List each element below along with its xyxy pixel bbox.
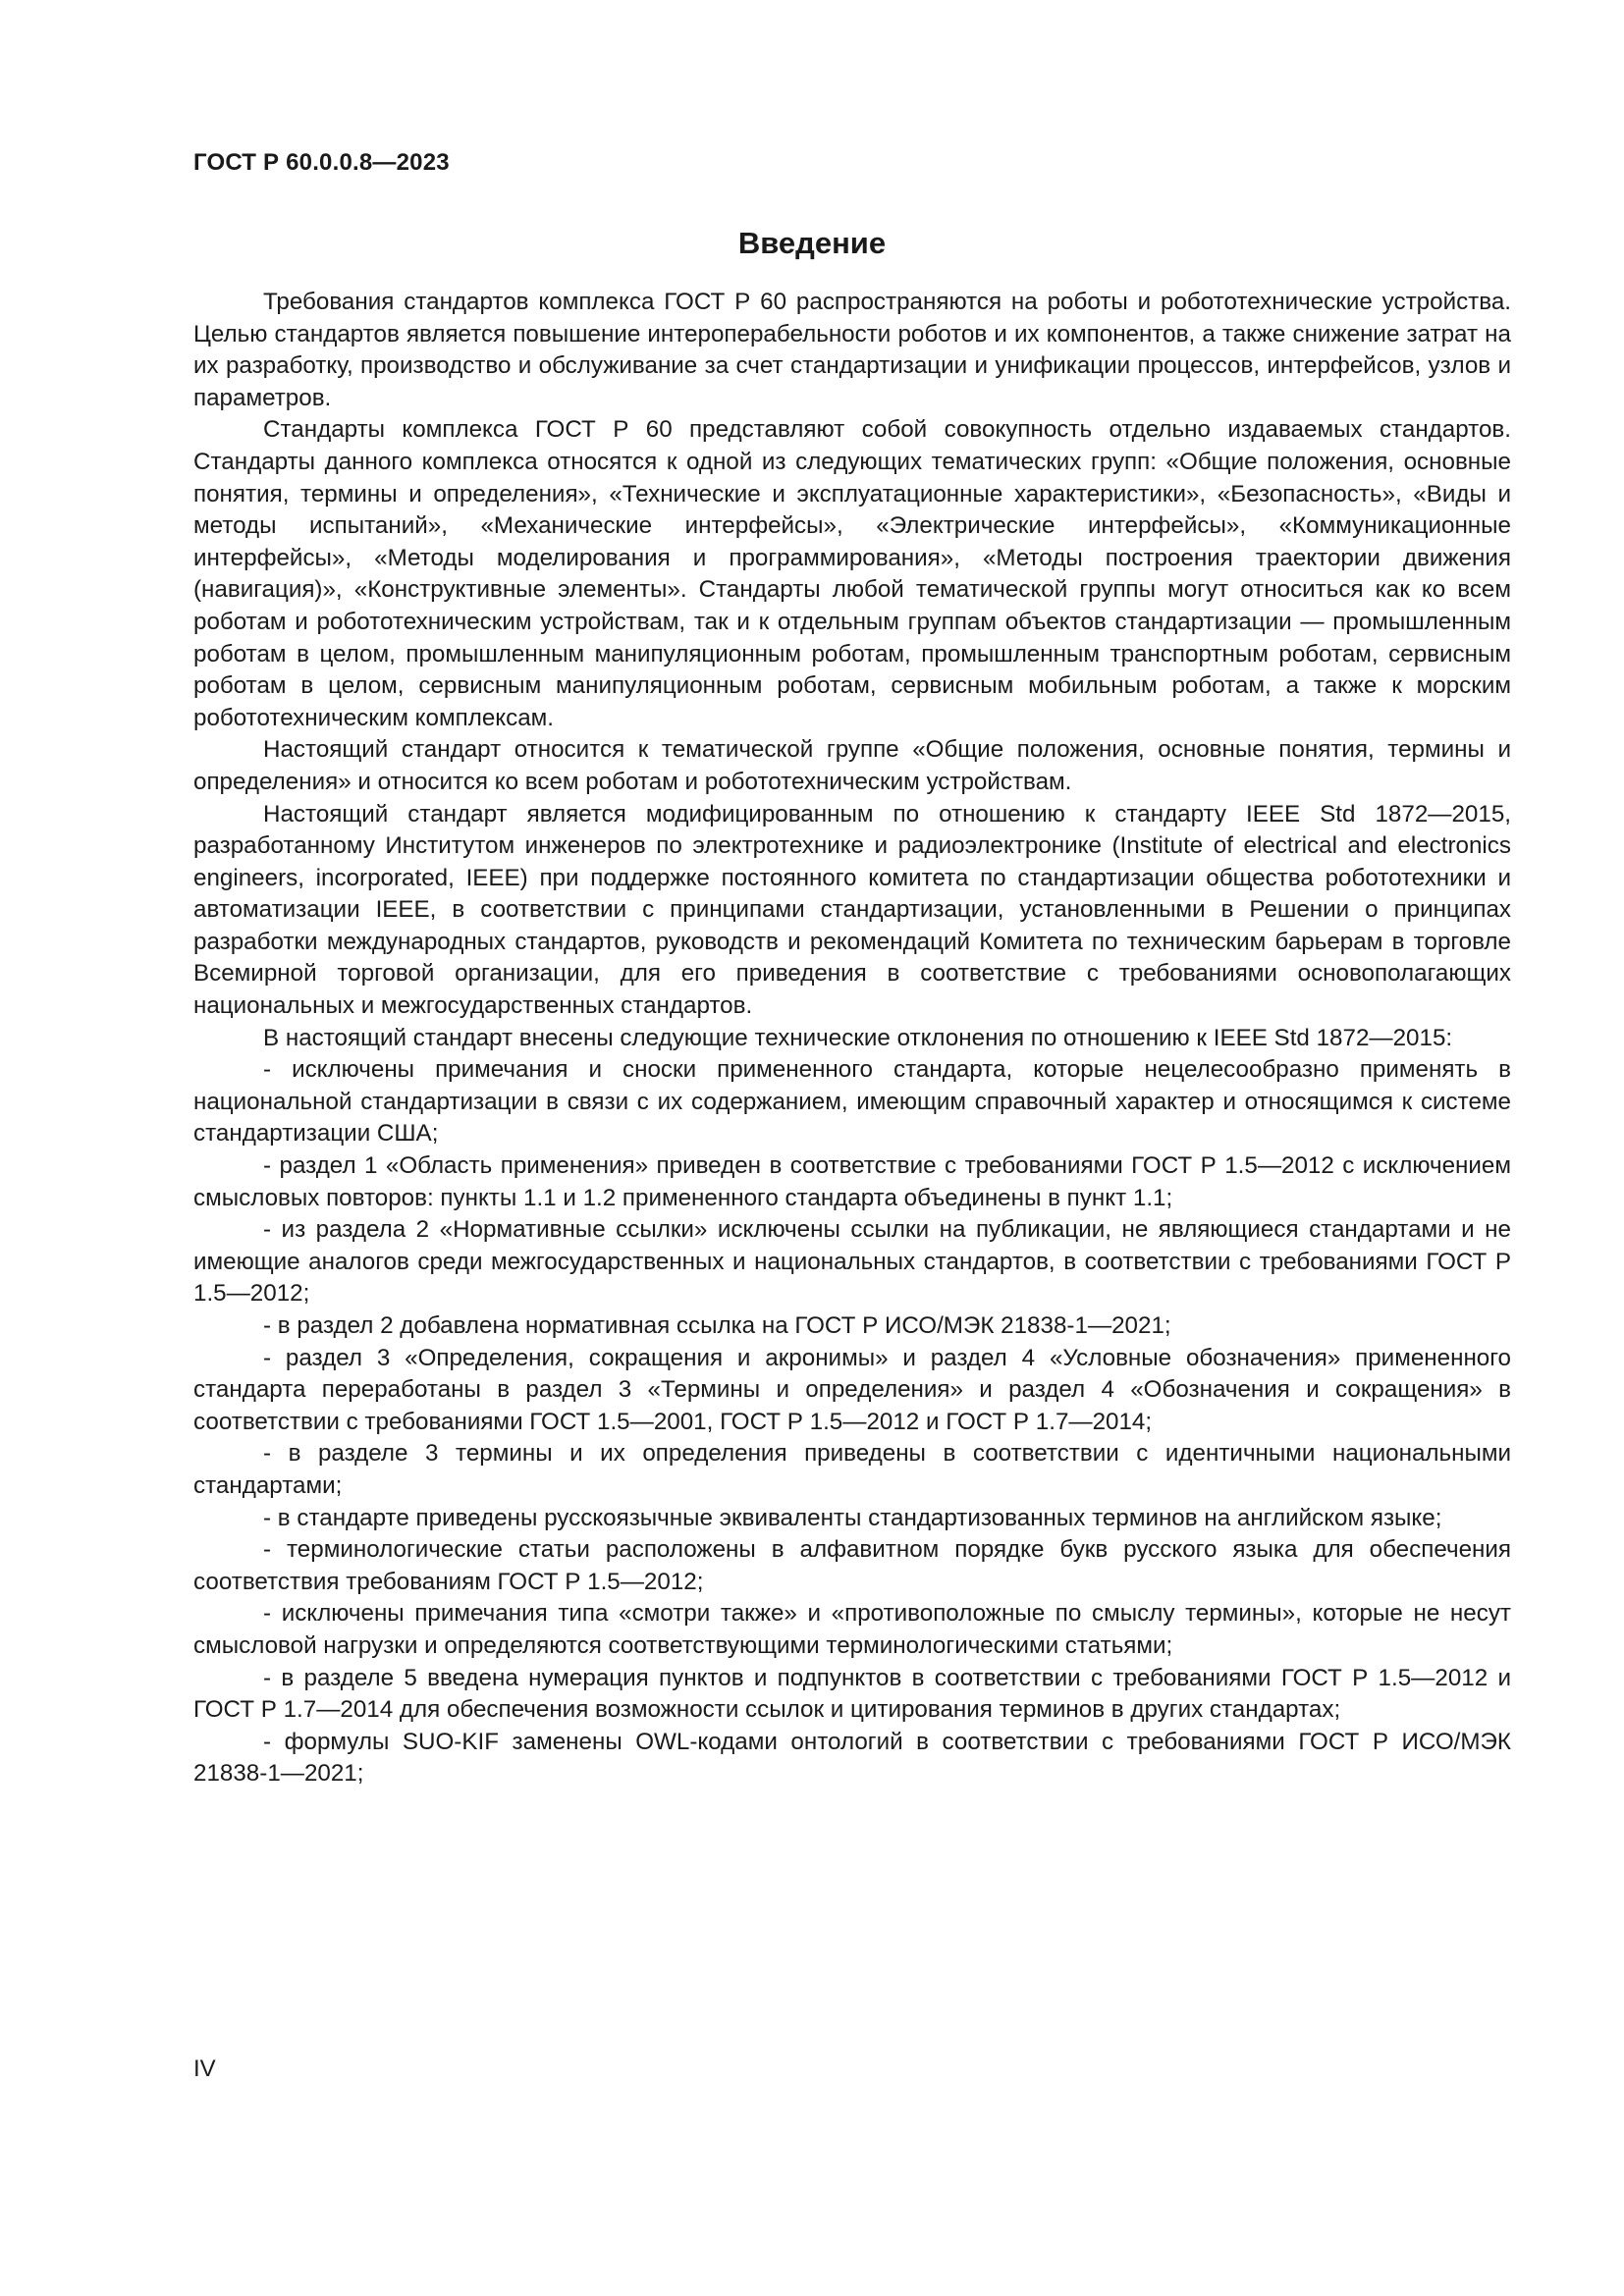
list-item: - в разделе 5 введена нумерация пунктов и подпунктов в соответствии с требованиями ГОСТ Р 1.5—2012 и ГОСТ Р 1.7—2014 для обеспечения возможности ссылок и цитирования терминов в других стандартах; bbox=[193, 1664, 1511, 1724]
section-title: Введение bbox=[737, 226, 887, 260]
paragraph-modification: Настоящий стандарт является модифицированным по отношению к стандарту IEEE Std 1872—2015, разработанному Институтом инженеров по электротехнике и радиоэлектронике (Institute of electrical and electronics engineers, incorporated, IEEE) при поддержке постоянного комитета по стандартизации общества робототехники и автоматизации IEEE, в соответствии с принципами стандартизации, установленными в Решении о принципах разработки международных стандартов, руководств и рекомендаций Комитета по техническим барьерам в торговле Всемирной торговой организации, для его приведения в соответствие с требованиями основополагающих национальных и межгосударственных стандартов. bbox=[193, 800, 1511, 1020]
document-code-header: ГОСТ Р 60.0.0.8—2023 bbox=[193, 149, 450, 176]
body-text bbox=[193, 287, 1511, 1790]
list-item: - исключены примечания и сноски примененного стандарта, которые нецелесообразно применять в национальной стандартизации в связи с их содержанием, имеющим справочный характер и относящимся к системе стандартизации США; bbox=[193, 1056, 1511, 1148]
paragraph-thematic-groups: Стандарты комплекса ГОСТ Р 60 представляют собой совокупность отдельно издаваемых стандартов. Стандарты данного комплекса относятся к одной из следующих тематических групп: «Общие положения, основные понятия, термины и определения», «Технические и эксплуатационные характеристики», «Безопасность», «Виды и методы испытаний», «Механические интерфейсы», «Электрические интерфейсы», «Коммуникационные интерфейсы», «Методы моделирования и программирования», «Методы построения траектории движения (навигация)», «Конструктивные элементы». Стандарты любой тематической группы могут относиться как ко всем роботам и робототехническим устройствам, так и к отдельным группам объектов стандартизации — промышленным роботам в целом, промышленным манипуляционным роботам, промышленным транспортным роботам, сервисным роботам в целом, сервисным манипуляционным роботам, сервисным мобильным роботам, а также к морским робототехническим комплексам. bbox=[193, 416, 1511, 731]
list-item: - в стандарте приведены русскоязычные эквиваленты стандартизованных терминов на английском языке; bbox=[263, 1504, 1442, 1531]
list-item: - раздел 1 «Область применения» приведен в соответствие с требованиями ГОСТ Р 1.5—2012 с исключением смысловых повторов: пункты 1.1 и 1.2 примененного стандарта объединены в пункт 1.1; bbox=[193, 1152, 1511, 1211]
list-item: - исключены примечания типа «смотри также» и «противоположные по смыслу термины», которые не несут смысловой нагрузки и определяются соответствующими терминологическими статьями; bbox=[193, 1600, 1511, 1659]
list-item: - из раздела 2 «Нормативные ссылки» исключены ссылки на публикации, не являющиеся стандартами и не имеющие аналогов среди межгосударственных и национальных стандартов, в соответствии с требованиями ГОСТ Р 1.5—2012; bbox=[193, 1216, 1511, 1308]
list-item: - терминологические статьи расположены в алфавитном порядке букв русского языка для обеспечения соответствия требованиям ГОСТ Р 1.5—2012; bbox=[193, 1536, 1511, 1595]
list-item: - формулы SUO-KIF заменены OWL-кодами онтологий в соответствии с требованиями ГОСТ Р ИСО/МЭК 21838-1—2021; bbox=[193, 1728, 1511, 1788]
paragraph-deviations-intro: В настоящий стандарт внесены следующие технические отклонения по отношению к IEEE Std 1872—2015: bbox=[263, 1024, 1453, 1051]
page-number: IV bbox=[193, 2056, 216, 2082]
paragraph-standard-group: Настоящий стандарт относится к тематической группе «Общие положения, основные понятия, термины и определения» и относится ко всем роботам и робототехническим устройствам. bbox=[193, 736, 1511, 795]
list-item: - в раздел 2 добавлена нормативная ссылка на ГОСТ Р ИСО/МЭК 21838-1—2021; bbox=[263, 1312, 1171, 1339]
list-item: - в разделе 3 термины и их определения приведены в соответствии с идентичными национальными стандартами; bbox=[193, 1440, 1511, 1499]
list-item: - раздел 3 «Определения, сокращения и акронимы» и раздел 4 «Условные обозначения» примененного стандарта переработаны в раздел 3 «Термины и определения» и раздел 4 «Обозначения и сокращения» в соответствии с требованиями ГОСТ 1.5—2001, ГОСТ Р 1.5—2012 и ГОСТ Р 1.7—2014; bbox=[193, 1344, 1511, 1435]
paragraph-scope: Требования стандартов комплекса ГОСТ Р 60 распространяются на роботы и робототехнические устройства. Целью стандартов является повышение интероперабельности роботов и их компонентов, а также снижение затрат на их разработку, производство и обслуживание за счет стандартизации и унификации процессов, интерфейсов, узлов и параметров. bbox=[193, 289, 1511, 411]
